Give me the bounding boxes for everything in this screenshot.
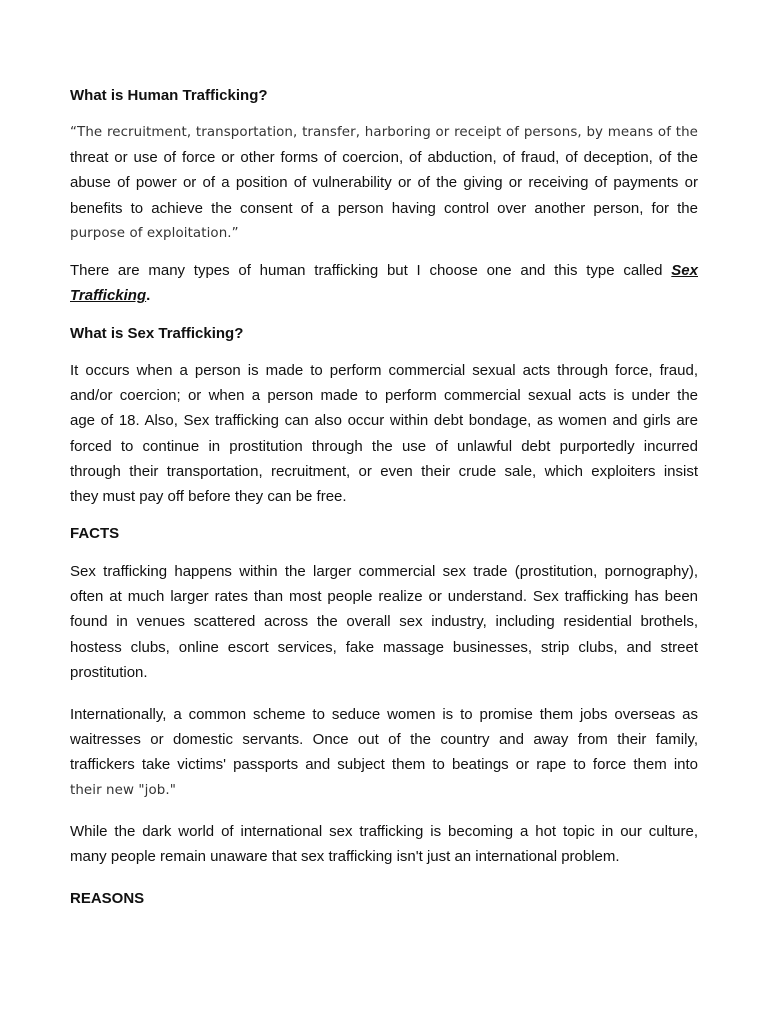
types-line	[70, 283, 698, 308]
heading-human-trafficking: What is Human Trafficking?	[70, 87, 268, 104]
sex-trafficking-paragraph	[70, 358, 698, 509]
sex-trafficking-line: through their transportation, recruitment, or even their crude sale, which exploiters insist	[70, 462, 698, 480]
international-line: traffickers take victims' passports and subject them to beatings or rape to force them into	[70, 756, 698, 774]
facts-line: hostess clubs, online escort services, fake massage businesses, strip clubs, and street	[70, 638, 698, 656]
sex-trafficking-line: and/or coercion; or when a person made to perform commercial sexual acts is under the	[70, 387, 698, 405]
definition-line: “The recruitment, transportation, transfer, harboring or receipt of persons, by means of the	[70, 125, 698, 140]
dark-world-paragraph	[70, 819, 698, 869]
dark-world-line: many people remain unaware that sex trafficking isn't just an international problem.	[70, 848, 620, 866]
facts-line: prostitution.	[70, 663, 148, 681]
international-line: waitresses or domestic servants. Once out of the country and away from their family,	[70, 731, 698, 749]
heading-reasons: REASONS	[70, 890, 145, 907]
types-intro-text: There are many types of human trafficking but I choose one and this type called	[70, 262, 663, 279]
sex-trafficking-line: It occurs when a person is made to perform commercial sexual acts through force, fraud,	[70, 362, 698, 379]
dark-world-line: While the dark world of international sex trafficking is becoming a hot topic in our culture,	[70, 823, 698, 840]
facts-line: often at much larger rates than most people realize or understand. Sex trafficking has been	[70, 588, 698, 606]
international-paragraph	[70, 702, 698, 803]
sex-trafficking-line: they must pay off before they can be free.	[70, 488, 347, 506]
international-line: their new "job."	[70, 782, 176, 798]
types-period: .	[146, 287, 151, 305]
definition-line: abuse of power or of a position of vulnerability or of the giving or receiving of payments or	[70, 174, 698, 192]
facts-line: Sex trafficking happens within the larger commercial sex trade (prostitution, pornography),	[70, 563, 698, 580]
definition-line: purpose of exploitation.”	[70, 225, 239, 241]
heading-facts: FACTS	[70, 525, 120, 542]
types-paragraph	[70, 258, 698, 308]
definition-paragraph	[70, 120, 698, 246]
facts-line: found in venues scattered across the overall sex industry, including residential brothels,	[70, 613, 698, 631]
types-line	[70, 258, 698, 283]
heading-sex-trafficking: What is Sex Trafficking?	[70, 325, 244, 342]
definition-line: threat or use of force or other forms of coercion, of abduction, of fraud, of deception, of the	[70, 149, 698, 167]
sex-trafficking-line: forced to continue in prostitution through the use of unlawful debt purportedly incurred	[70, 437, 698, 455]
international-line: Internationally, a common scheme to seduce women is to promise them jobs overseas as	[70, 706, 698, 723]
definition-line: benefits to achieve the consent of a person having control over another person, for the	[70, 199, 698, 217]
sex-trafficking-line: age of 18. Also, Sex trafficking can also occur within debt bondage, as women and girls are	[70, 412, 698, 430]
sex-trafficking-link-part2: Trafficking	[70, 287, 147, 305]
facts-paragraph	[70, 559, 698, 685]
sex-trafficking-link-part1: Sex	[671, 262, 698, 279]
